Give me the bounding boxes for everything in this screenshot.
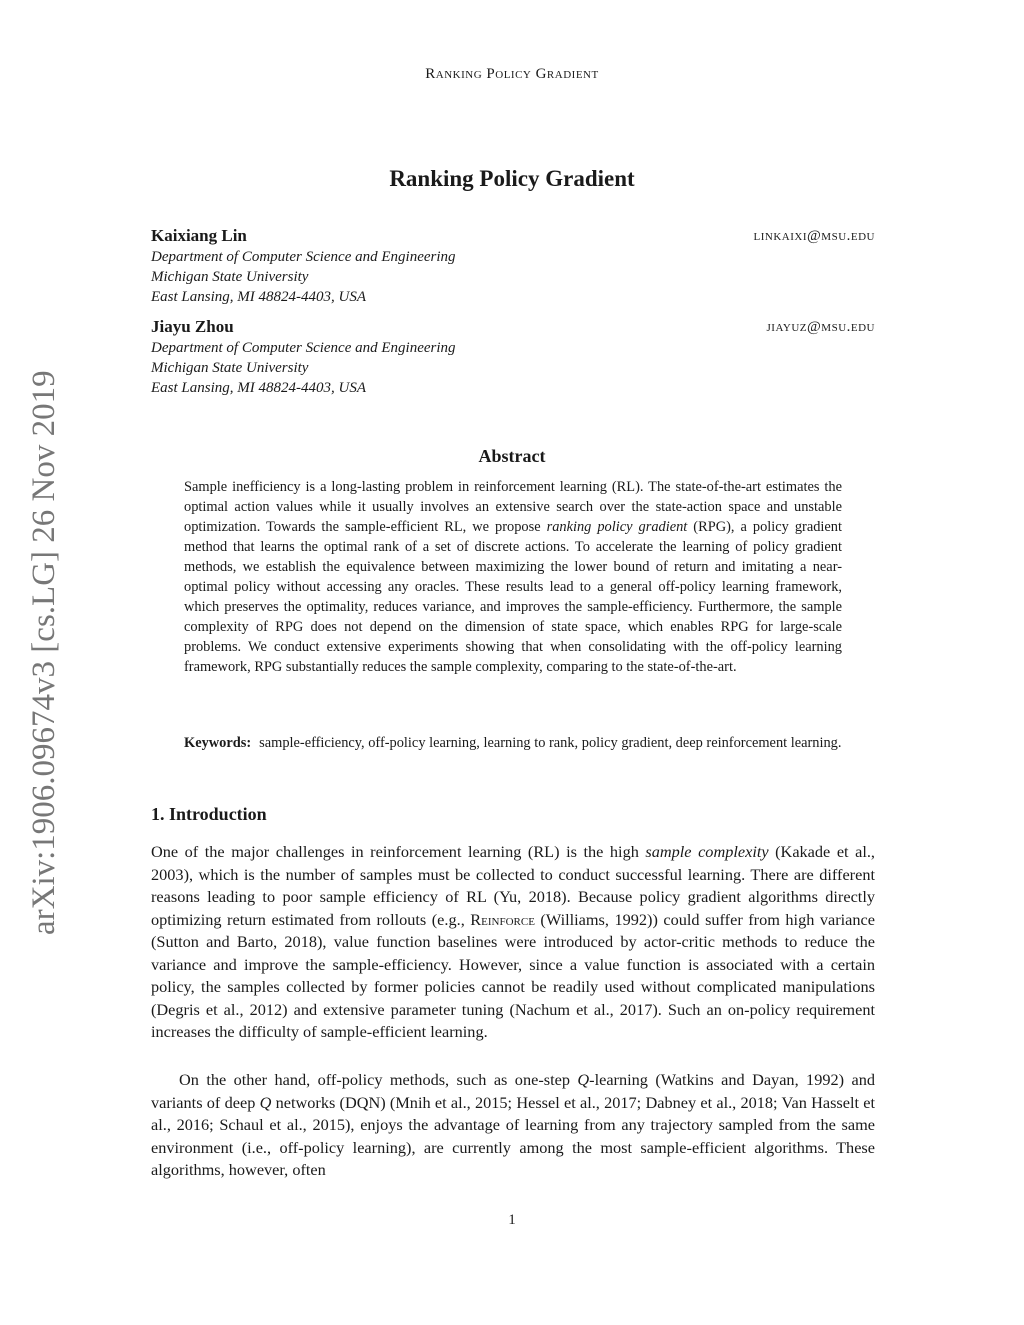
- math-symbol: Q: [259, 1092, 272, 1112]
- author-department: Department of Computer Science and Engineering: [151, 340, 456, 356]
- author-department: Department of Computer Science and Engineering: [151, 249, 456, 265]
- author-address: East Lansing, MI 48824-4403, USA: [151, 380, 366, 396]
- emphasis: sample complexity: [645, 842, 769, 861]
- math-symbol: Q: [577, 1070, 590, 1089]
- abstract-text-part: (RPG), a policy gradient method that learns the optimal rank of a set of discrete actions. To accelerate the learning of policy gradient methods, we establish the equivalence between maximizing the lower bound of return and imitating a near-optimal policy without accessing any oracles. These results lead to a general off-policy learning framework, which preserves the optimality, reduces variance, and improves the sample-efficiency. Furthermore, the sample complexity of RPG does not depend on the dimension of state space, which enables RPG for large-scale problems. We conduct extensive experiments showing that when consolidating with the off-policy learning framework, RPG substantially reduces the sample complexity, comparing to the state-of-the-art.: [184, 519, 842, 675]
- arxiv-identifier-stamp: arXiv:1906.09674v3 [cs.LG] 26 Nov 2019: [26, 370, 62, 935]
- text-run: (Kakade et al., 2003), which is the number of samples must be collected to conduct successful learning. There are different reasons leading to poor sample efficiency of RL (Yu, 2018). Because policy gradient algorithms directly optimizing return estimated from rollouts (e.g.,: [151, 842, 875, 929]
- author-block-1: [151, 225, 875, 307]
- author-block-2: [151, 316, 875, 398]
- intro-paragraph-2: [151, 1069, 875, 1182]
- running-head: Ranking Policy Gradient: [425, 66, 599, 82]
- author-address: East Lansing, MI 48824-4403, USA: [151, 289, 366, 305]
- author-university: Michigan State University: [151, 269, 309, 285]
- abstract-emphasis: ranking policy gradient: [546, 519, 688, 535]
- keywords-label: Keywords:: [184, 735, 252, 751]
- author-name: Kaixiang Lin: [151, 226, 247, 245]
- page-number: 1: [508, 1212, 516, 1228]
- section-heading-introduction: 1. Introduction: [151, 804, 267, 824]
- text-run: (Williams, 1992)) could suffer from high variance (Sutton and Barto, 2018), value function baselines were introduced by actor-critic methods to reduce the variance and improve the sample-efficiency. However, since a value function is associated with a certain policy, the samples collected by former policies cannot be readily used without complicated manipulations (Degris et al., 2012) and extensive parameter tuning (Nachum et al., 2017). Such an on-policy requirement increases the difficulty of sample-efficient learning.: [151, 909, 875, 1041]
- keywords: [184, 733, 842, 753]
- abstract-heading: Abstract: [478, 446, 546, 466]
- abstract-text-part: Sample inefficiency is a long-lasting problem in reinforcement learning (RL). The state-of-the-art estimates the optimal action values while it usually involves an extensive search over the state-action space and unstable optimization. Towards the sample-efficient RL, we propose: [184, 479, 842, 535]
- author-name: Jiayu Zhou: [151, 317, 234, 336]
- text-run: On the other hand, off-policy methods, such as one-step: [179, 1070, 578, 1089]
- intro-paragraph-1: [151, 841, 875, 1044]
- author-email[interactable]: linkaixi@msu.edu: [753, 228, 875, 244]
- keywords-text: sample-efficiency, off-policy learning, learning to rank, policy gradient, deep reinforcement learning.: [259, 735, 842, 751]
- text-run: One of the major challenges in reinforcement learning (RL) is the high: [151, 842, 646, 861]
- author-email[interactable]: jiayuz@msu.edu: [766, 319, 875, 335]
- small-caps-term: Reinforce: [470, 909, 535, 929]
- text-run: networks (DQN) (Mnih et al., 2015; Hessel et al., 2017; Dabney et al., 2018; Van Hasselt et al., 2016; Schaul et al., 2015), enjoys the advantage of learning from any trajectory sampled from the same environment (i.e., off-policy learning), are currently among the most sample-efficient algorithms. These algorithms, however, often: [151, 1092, 876, 1179]
- paper-title: Ranking Policy Gradient: [389, 166, 635, 191]
- text-run: -learning (Watkins and Dayan, 1992) and variants of deep: [151, 1070, 875, 1112]
- abstract-body: [184, 477, 842, 677]
- author-university: Michigan State University: [151, 360, 309, 376]
